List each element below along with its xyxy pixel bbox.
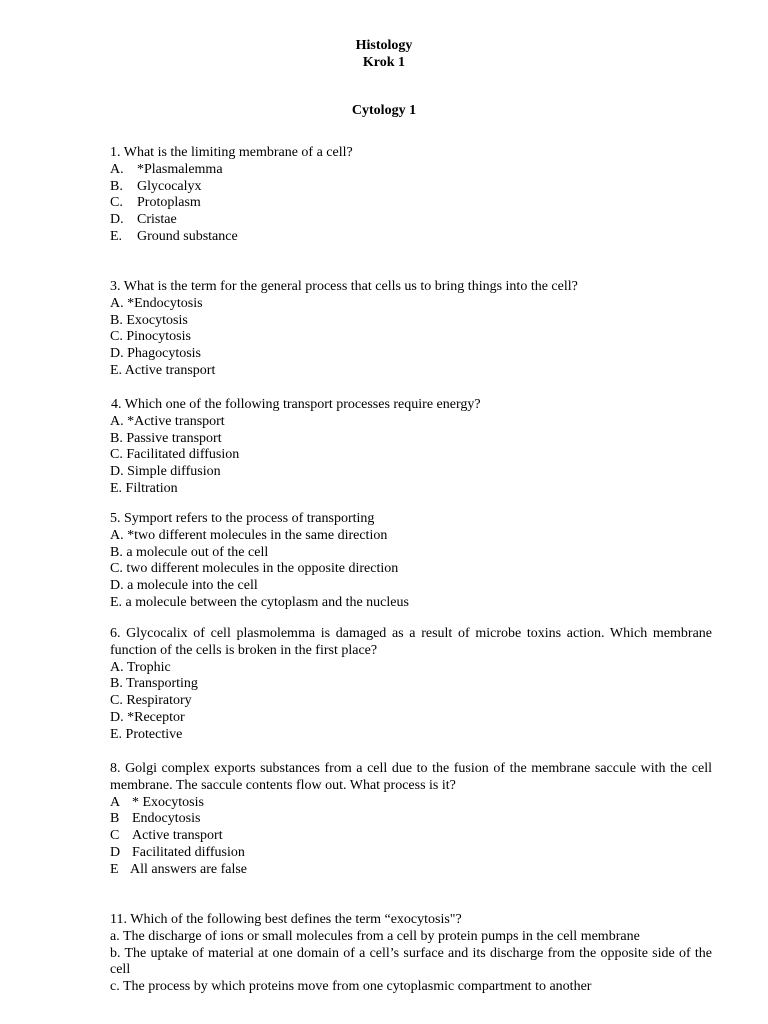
option-item: C. Pinocytosis	[110, 329, 191, 345]
option-item: E. Filtration	[110, 480, 178, 496]
question-6-text: 6. Glycocalix of cell plasmolemma is damaged as a result of microbe toxins action. Which membrane function of the cells is broken in the first place?	[110, 626, 712, 658]
option-item: A. Trophic	[110, 659, 171, 675]
document-exam: Krok 1	[362, 55, 406, 70]
option-item: E. Active transport	[110, 362, 216, 378]
option-item: E. Ground substance	[110, 228, 238, 244]
question-8-text: 8. Golgi complex exports substances from a cell due to the fusion of the membrane saccule with the cell membrane. The saccule contents flow out. What process is it?	[110, 761, 712, 793]
option-item: A * Exocytosis	[110, 794, 204, 810]
option-item: a. The discharge of ions or small molecules from a cell by protein pumps in the cell membrane	[110, 928, 640, 944]
option-item: A. *Active transport	[110, 413, 225, 429]
section-title: Cytology 1	[351, 103, 417, 118]
option-item: C. Facilitated diffusion	[110, 447, 240, 463]
question-5	[110, 511, 712, 612]
option-item: A. *Plasmalemma	[110, 161, 223, 177]
question-11-text: 11. Which of the following best defines the term “exocytosis"?	[110, 912, 462, 927]
question-6	[110, 626, 712, 744]
option-item: B. Glycocalyx	[110, 178, 202, 194]
question-4	[111, 397, 713, 498]
question-4-text: 4. Which one of the following transport processes require energy?	[111, 397, 481, 412]
option-item: B. Passive transport	[110, 430, 222, 446]
option-item: D. Phagocytosis	[110, 346, 201, 362]
option-item: c. The process by which proteins move from one cytoplasmic compartment to another	[110, 979, 592, 995]
option-item: D. Simple diffusion	[110, 464, 221, 480]
option-item: E All answers are false	[110, 861, 248, 877]
option-item: C Active transport	[110, 828, 223, 844]
question-1	[110, 145, 712, 246]
option-item: A. *two different molecules in the same direction	[110, 527, 388, 543]
question-5-text: 5. Symport refers to the process of transporting	[110, 511, 375, 526]
option-item: b. The uptake of material at one domain of a cell’s surface and its discharge from the opposite side of the cell	[110, 945, 712, 978]
option-item: C. Respiratory	[110, 693, 192, 709]
option-item: D. a molecule into the cell	[110, 578, 258, 594]
document-subject: Histology	[355, 38, 413, 53]
question-1-text: 1. What is the limiting membrane of a cell?	[110, 145, 353, 160]
option-item: D. Cristae	[110, 212, 177, 228]
option-item: D Facilitated diffusion	[110, 844, 245, 860]
option-item: B. a molecule out of the cell	[110, 544, 269, 560]
question-8	[110, 761, 712, 879]
option-item: E. Protective	[110, 726, 183, 742]
option-item: D. *Receptor	[110, 709, 185, 725]
question-11	[110, 912, 712, 996]
option-item: B Endocytosis	[110, 811, 201, 827]
option-item: C. Protoplasm	[110, 195, 201, 211]
option-item: C. two different molecules in the opposite direction	[110, 561, 399, 577]
question-3-text: 3. What is the term for the general process that cells us to bring things into the cell?	[110, 279, 578, 294]
option-item: B. Transporting	[110, 676, 198, 692]
option-item: E. a molecule between the cytoplasm and the nucleus	[110, 594, 409, 610]
option-item: A. *Endocytosis	[110, 295, 203, 311]
question-3	[110, 279, 712, 380]
option-item: B. Exocytosis	[110, 312, 188, 328]
